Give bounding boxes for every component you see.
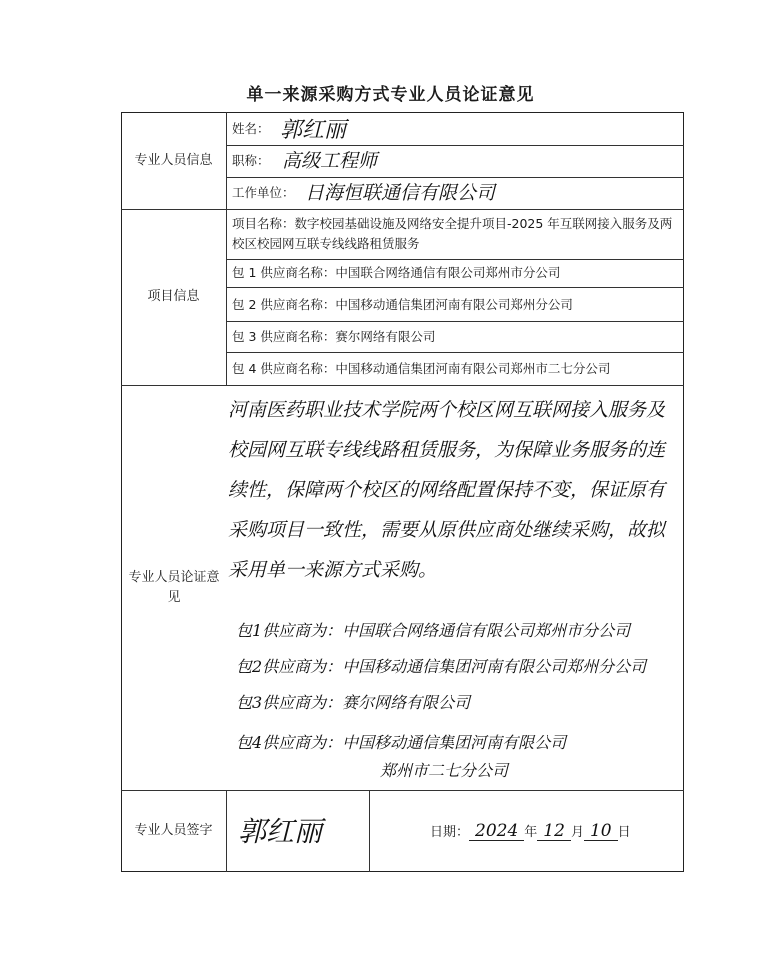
name-label: 姓名： bbox=[232, 121, 270, 136]
divider bbox=[121, 209, 684, 210]
package-1-row bbox=[232, 264, 560, 282]
date-month-unit: 月 bbox=[570, 825, 584, 840]
divider bbox=[121, 790, 684, 791]
opinion-package-4-cont: 郑州市二七分公司 bbox=[380, 761, 509, 780]
project-name: 项目名称：数字校园基础设施及网络安全提升项目-2025 年互联网接入服务及两校区校园网互联专线线路租赁服务 bbox=[232, 216, 673, 251]
project-section-label: 项目信息 bbox=[147, 289, 200, 304]
position-value: 高级工程师 bbox=[282, 150, 378, 172]
employer-label: 工作单位： bbox=[232, 185, 295, 200]
package-2-label: 包 2 供应商名称： bbox=[232, 297, 336, 312]
document-title: 单一来源采购方式专业人员论证意见 bbox=[246, 85, 535, 105]
opinion-package-3: 包3供应商为：赛尔网络有限公司 bbox=[236, 693, 471, 712]
employer-value: 日海恒联通信有限公司 bbox=[305, 182, 496, 204]
divider bbox=[226, 352, 684, 353]
opinion-package-4: 包4供应商为：中国移动通信集团河南有限公司 bbox=[236, 733, 567, 752]
date-year: 2024 bbox=[469, 822, 524, 841]
divider bbox=[226, 321, 684, 322]
signature-section-label: 专业人员签字 bbox=[134, 823, 213, 838]
divider bbox=[226, 259, 684, 260]
package-4-supplier: 中国移动通信集团河南有限公司郑州市二七分公司 bbox=[335, 361, 611, 376]
package-4-label: 包 4 供应商名称： bbox=[232, 361, 336, 376]
opinion-package-1: 包1供应商为：中国联合网络通信有限公司郑州市分公司 bbox=[236, 621, 631, 640]
date-day: 10 bbox=[584, 822, 618, 841]
package-2-supplier: 中国移动通信集团河南有限公司郑州分公司 bbox=[335, 297, 573, 312]
column-divider bbox=[226, 790, 227, 872]
personnel-section-label: 专业人员信息 bbox=[134, 153, 213, 168]
package-3-row bbox=[232, 328, 435, 346]
package-3-label: 包 3 供应商名称： bbox=[232, 329, 336, 344]
column-divider bbox=[226, 112, 227, 385]
package-3-supplier: 赛尔网络有限公司 bbox=[335, 329, 436, 344]
date-label: 日期： bbox=[430, 825, 470, 840]
date-year-unit: 年 bbox=[524, 825, 538, 840]
position-label: 职称： bbox=[232, 153, 270, 168]
opinion-package-2: 包2供应商为：中国移动通信集团河南有限公司郑州分公司 bbox=[236, 657, 647, 676]
signature: 郭红丽 bbox=[238, 815, 323, 848]
date-month: 12 bbox=[537, 822, 571, 841]
package-1-label: 包 1 供应商名称： bbox=[232, 265, 336, 280]
package-2-row bbox=[232, 296, 573, 314]
divider bbox=[121, 385, 684, 386]
date-field bbox=[430, 822, 631, 842]
divider bbox=[226, 287, 684, 288]
name-value: 郭红丽 bbox=[280, 118, 347, 143]
date-day-unit: 日 bbox=[617, 825, 631, 840]
package-1-supplier: 中国联合网络通信有限公司郑州市分公司 bbox=[335, 265, 561, 280]
package-4-row bbox=[232, 360, 610, 378]
column-divider bbox=[369, 790, 370, 872]
opinion-body: 河南医药职业技术学院两个校区网互联网接入服务及校园网互联专线线路租赁服务，为保障业务服务的连续性，保障两个校区的网络配置保持不变，保证原有采购项目一致性，需要从原供应商处继续采购，故拟采用单一来源方式采购。 bbox=[228, 399, 666, 581]
opinion-section-label: 专业人员论证意见 bbox=[128, 570, 220, 605]
